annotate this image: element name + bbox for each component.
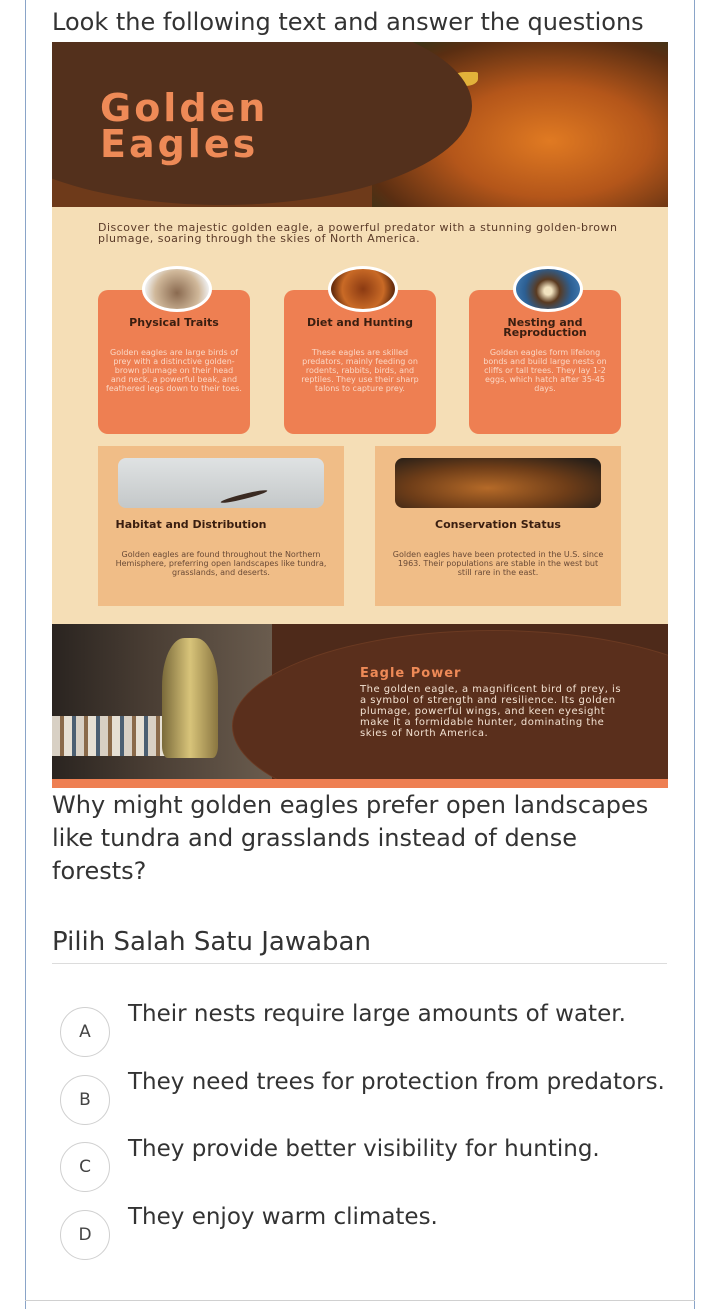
title-line-1: Golden <box>100 86 269 130</box>
page-frame-left <box>25 0 26 1309</box>
option-a-badge[interactable]: A <box>60 1007 110 1057</box>
choose-answer-label: Pilih Salah Satu Jawaban <box>52 927 371 957</box>
panel-habitat-distribution <box>98 446 344 606</box>
option-d[interactable] <box>60 1204 660 1262</box>
card-title: Physical Traits <box>129 316 219 329</box>
panel-conservation-status <box>375 446 621 606</box>
infographic-intro: Discover the majestic golden eagle, a powerful predator with a stunning golden-brown plumage, soaring through the skies of North America. <box>98 221 618 245</box>
option-b[interactable] <box>60 1069 665 1127</box>
option-b-text[interactable]: They need trees for protection from predators. <box>128 1069 665 1095</box>
card-text: These eagles are skilled predators, mainly feeding on rodents, rabbits, birds, and reptiles. They use their sharp talons to capture prey. <box>301 348 419 393</box>
card-title: Nesting and Reproduction <box>503 316 587 339</box>
option-d-text[interactable]: They enjoy warm climates. <box>128 1204 438 1230</box>
page-frame-right <box>694 0 695 1309</box>
option-d-badge[interactable]: D <box>60 1210 110 1260</box>
section-divider <box>52 963 667 964</box>
card-text: Golden eagles form lifelong bonds and build large nests on cliffs or tall trees. They lay 1-2 eggs, which hatch after 35-45 days. <box>483 348 607 393</box>
page-frame-bottom <box>25 1300 695 1301</box>
panel-title: Habitat and Distribution <box>115 518 267 531</box>
option-a-text[interactable]: Their nests require large amounts of water. <box>128 1001 626 1027</box>
option-c-badge[interactable]: C <box>60 1142 110 1192</box>
eagle-statue-shape <box>162 638 218 758</box>
nest-eggs-thumbnail <box>513 266 583 312</box>
option-c[interactable] <box>60 1136 660 1194</box>
question-text: Why might golden eagles prefer open landscapes like tundra and grasslands instead of dense forests? <box>52 791 649 885</box>
option-c-text[interactable]: They provide better visibility for hunting. <box>128 1136 600 1162</box>
card-diet-hunting <box>284 290 436 434</box>
flying-eagle-image <box>118 458 324 508</box>
eagle-power-text: The golden eagle, a magnificent bird of prey, is a symbol of strength and resilience. Its golden plumage, powerful wings, and keen eyesight make it a formidable hunter, dominating the skies of North America. <box>360 684 622 739</box>
card-physical-traits <box>98 290 250 434</box>
infographic-hero <box>52 42 668 207</box>
eagle-power-title: Eagle Power <box>360 666 462 681</box>
card-title: Diet and Hunting <box>306 316 413 329</box>
panel-text: Golden eagles are found throughout the Northern Hemisphere, preferring open landscapes like tundra, grasslands, and deserts. <box>115 550 327 577</box>
panel-text: Golden eagles have been protected in the U.S. since 1963. Their populations are stable in the west but still rare in the east. <box>392 550 604 577</box>
physical-traits-thumbnail <box>142 266 212 312</box>
option-b-badge[interactable]: B <box>60 1075 110 1125</box>
infographic-title <box>100 86 269 166</box>
panel-title: Conservation Status <box>435 518 561 531</box>
eagle-power-section <box>52 624 668 788</box>
eagle-portrait-image <box>395 458 601 508</box>
title-line-2: Eagles <box>100 122 259 166</box>
card-nesting-reproduction <box>469 290 621 434</box>
instruction-text: Look the following text and answer the questions <box>52 8 644 36</box>
card-text: Golden eagles are large birds of prey with a distinctive golden-brown plumage on their head and neck, a powerful beak, and feathered legs down to their toes. <box>106 348 242 393</box>
diet-hunting-thumbnail <box>328 266 398 312</box>
golden-eagles-infographic <box>52 42 668 788</box>
eagle-power-background <box>52 624 668 779</box>
eagle-silhouette <box>220 488 268 504</box>
option-a[interactable] <box>60 1001 660 1059</box>
